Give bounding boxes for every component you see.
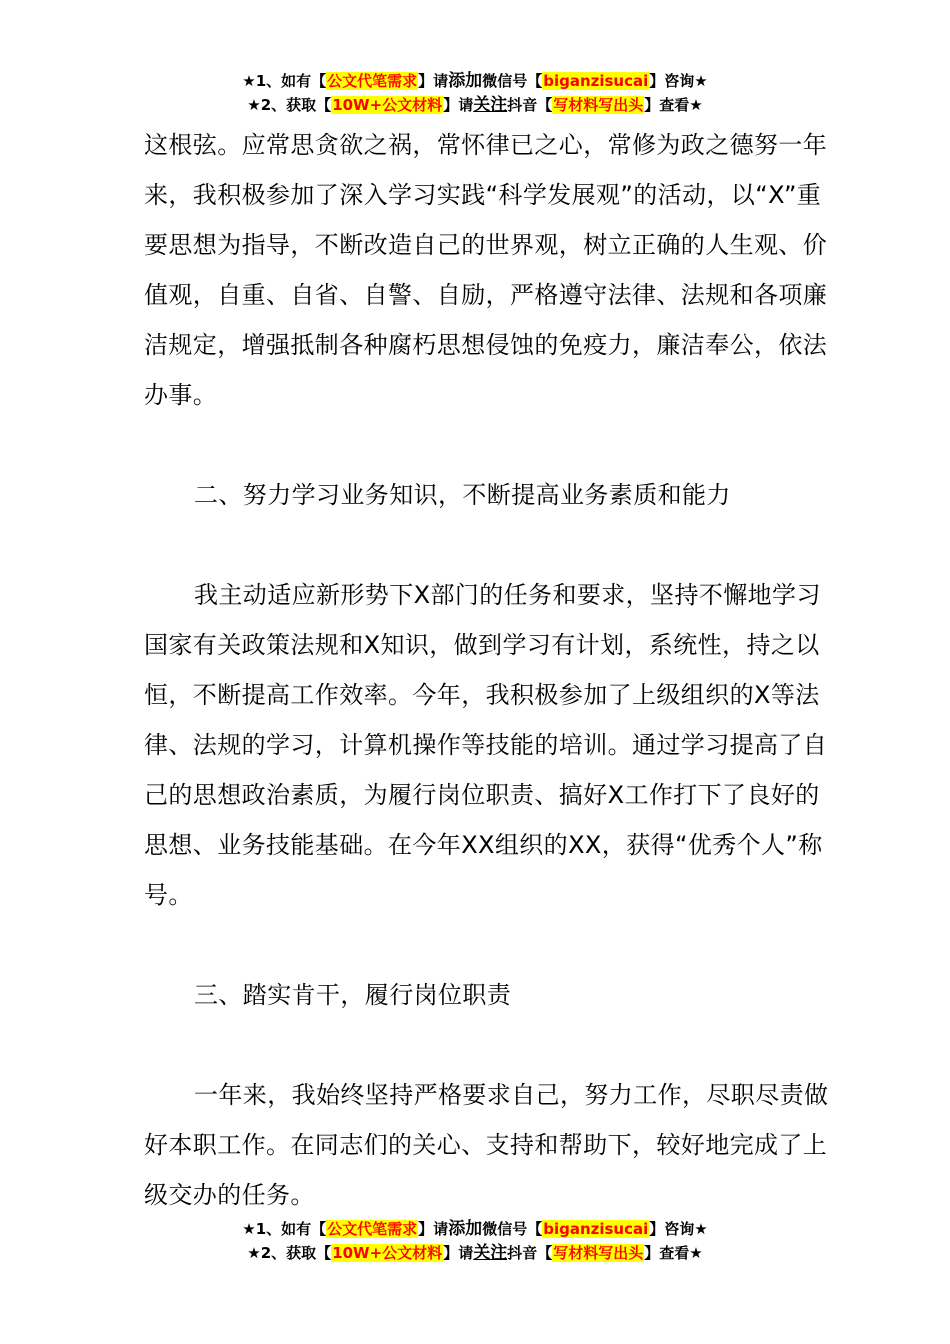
paragraph-1: 这根弦。应常思贪欲之祸，常怀律已之心，常修为政之德努一年来，我积极参加了深入学习实践“科学发展观”的活动，以“X”重要思想为指导，不断改造自己的世界观，树立正确的人生观、价值观，自重、自省、自警、自励，严格遵守法律、法规和各项廉洁规定，增强抵制各种腐朽思想侵蚀的免疫力，廉洁奉公，依法办事。 bbox=[144, 131, 828, 409]
douyin-id: 写材料写出头 bbox=[553, 1244, 644, 1262]
promo-line-1: ★1、如有【公文代笔需求】请添加微信号【biganzisucai】咨询★ bbox=[242, 71, 708, 91]
paragraph-3: 一年来，我始终坚持严格要求自己，努力工作，尽职尽责做好本职工作。在同志们的关心、支持和帮助下，较好地完成了上级交办的任务。 bbox=[144, 1081, 829, 1209]
header-promo-banner bbox=[0, 69, 950, 117]
promo-highlight: 公文代笔需求 bbox=[327, 72, 418, 90]
star-icon: ★ bbox=[247, 96, 261, 114]
star-icon: ★ bbox=[247, 1244, 261, 1262]
star-icon: ★ bbox=[242, 72, 256, 90]
promo-line-2: ★2、获取【10W+公文材料】请关注抖音【写材料写出头】查看★ bbox=[247, 1243, 703, 1263]
section-heading-2: 二、努力学习业务知识，不断提高业务素质和能力 bbox=[194, 481, 731, 509]
promo-line-2: ★2、获取【10W+公文材料】请关注抖音【写材料写出头】查看★ bbox=[247, 95, 703, 115]
douyin-id: 写材料写出头 bbox=[553, 96, 644, 114]
promo-highlight: 10W+公文材料 bbox=[332, 96, 443, 114]
promo-highlight: 10W+公文材料 bbox=[332, 1244, 443, 1262]
wechat-id: biganzisucai bbox=[543, 1220, 649, 1238]
promo-highlight: 公文代笔需求 bbox=[327, 1220, 418, 1238]
paragraph-2: 我主动适应新形势下X部门的任务和要求，坚持不懈地学习国家有关政策法规和X知识，做到学习有计划，系统性，持之以恒，不断提高工作效率。今年，我积极参加了上级组织的X等法律、法规的学习，计算机操作等技能的培训。通过学习提高了自己的思想政治素质，为履行岗位职责、搞好X工作打下了良好的思想、业务技能基础。在今年XX组织的XX，获得“优秀个人”称号。 bbox=[144, 581, 828, 909]
footer-promo-banner bbox=[0, 1217, 950, 1265]
section-heading-3: 三、踏实肯干，履行岗位职责 bbox=[194, 981, 512, 1009]
star-icon: ★ bbox=[242, 1220, 256, 1238]
document-body bbox=[144, 120, 834, 1220]
promo-line-1: ★1、如有【公文代笔需求】请添加微信号【biganzisucai】咨询★ bbox=[242, 1219, 708, 1239]
wechat-id: biganzisucai bbox=[543, 72, 649, 90]
